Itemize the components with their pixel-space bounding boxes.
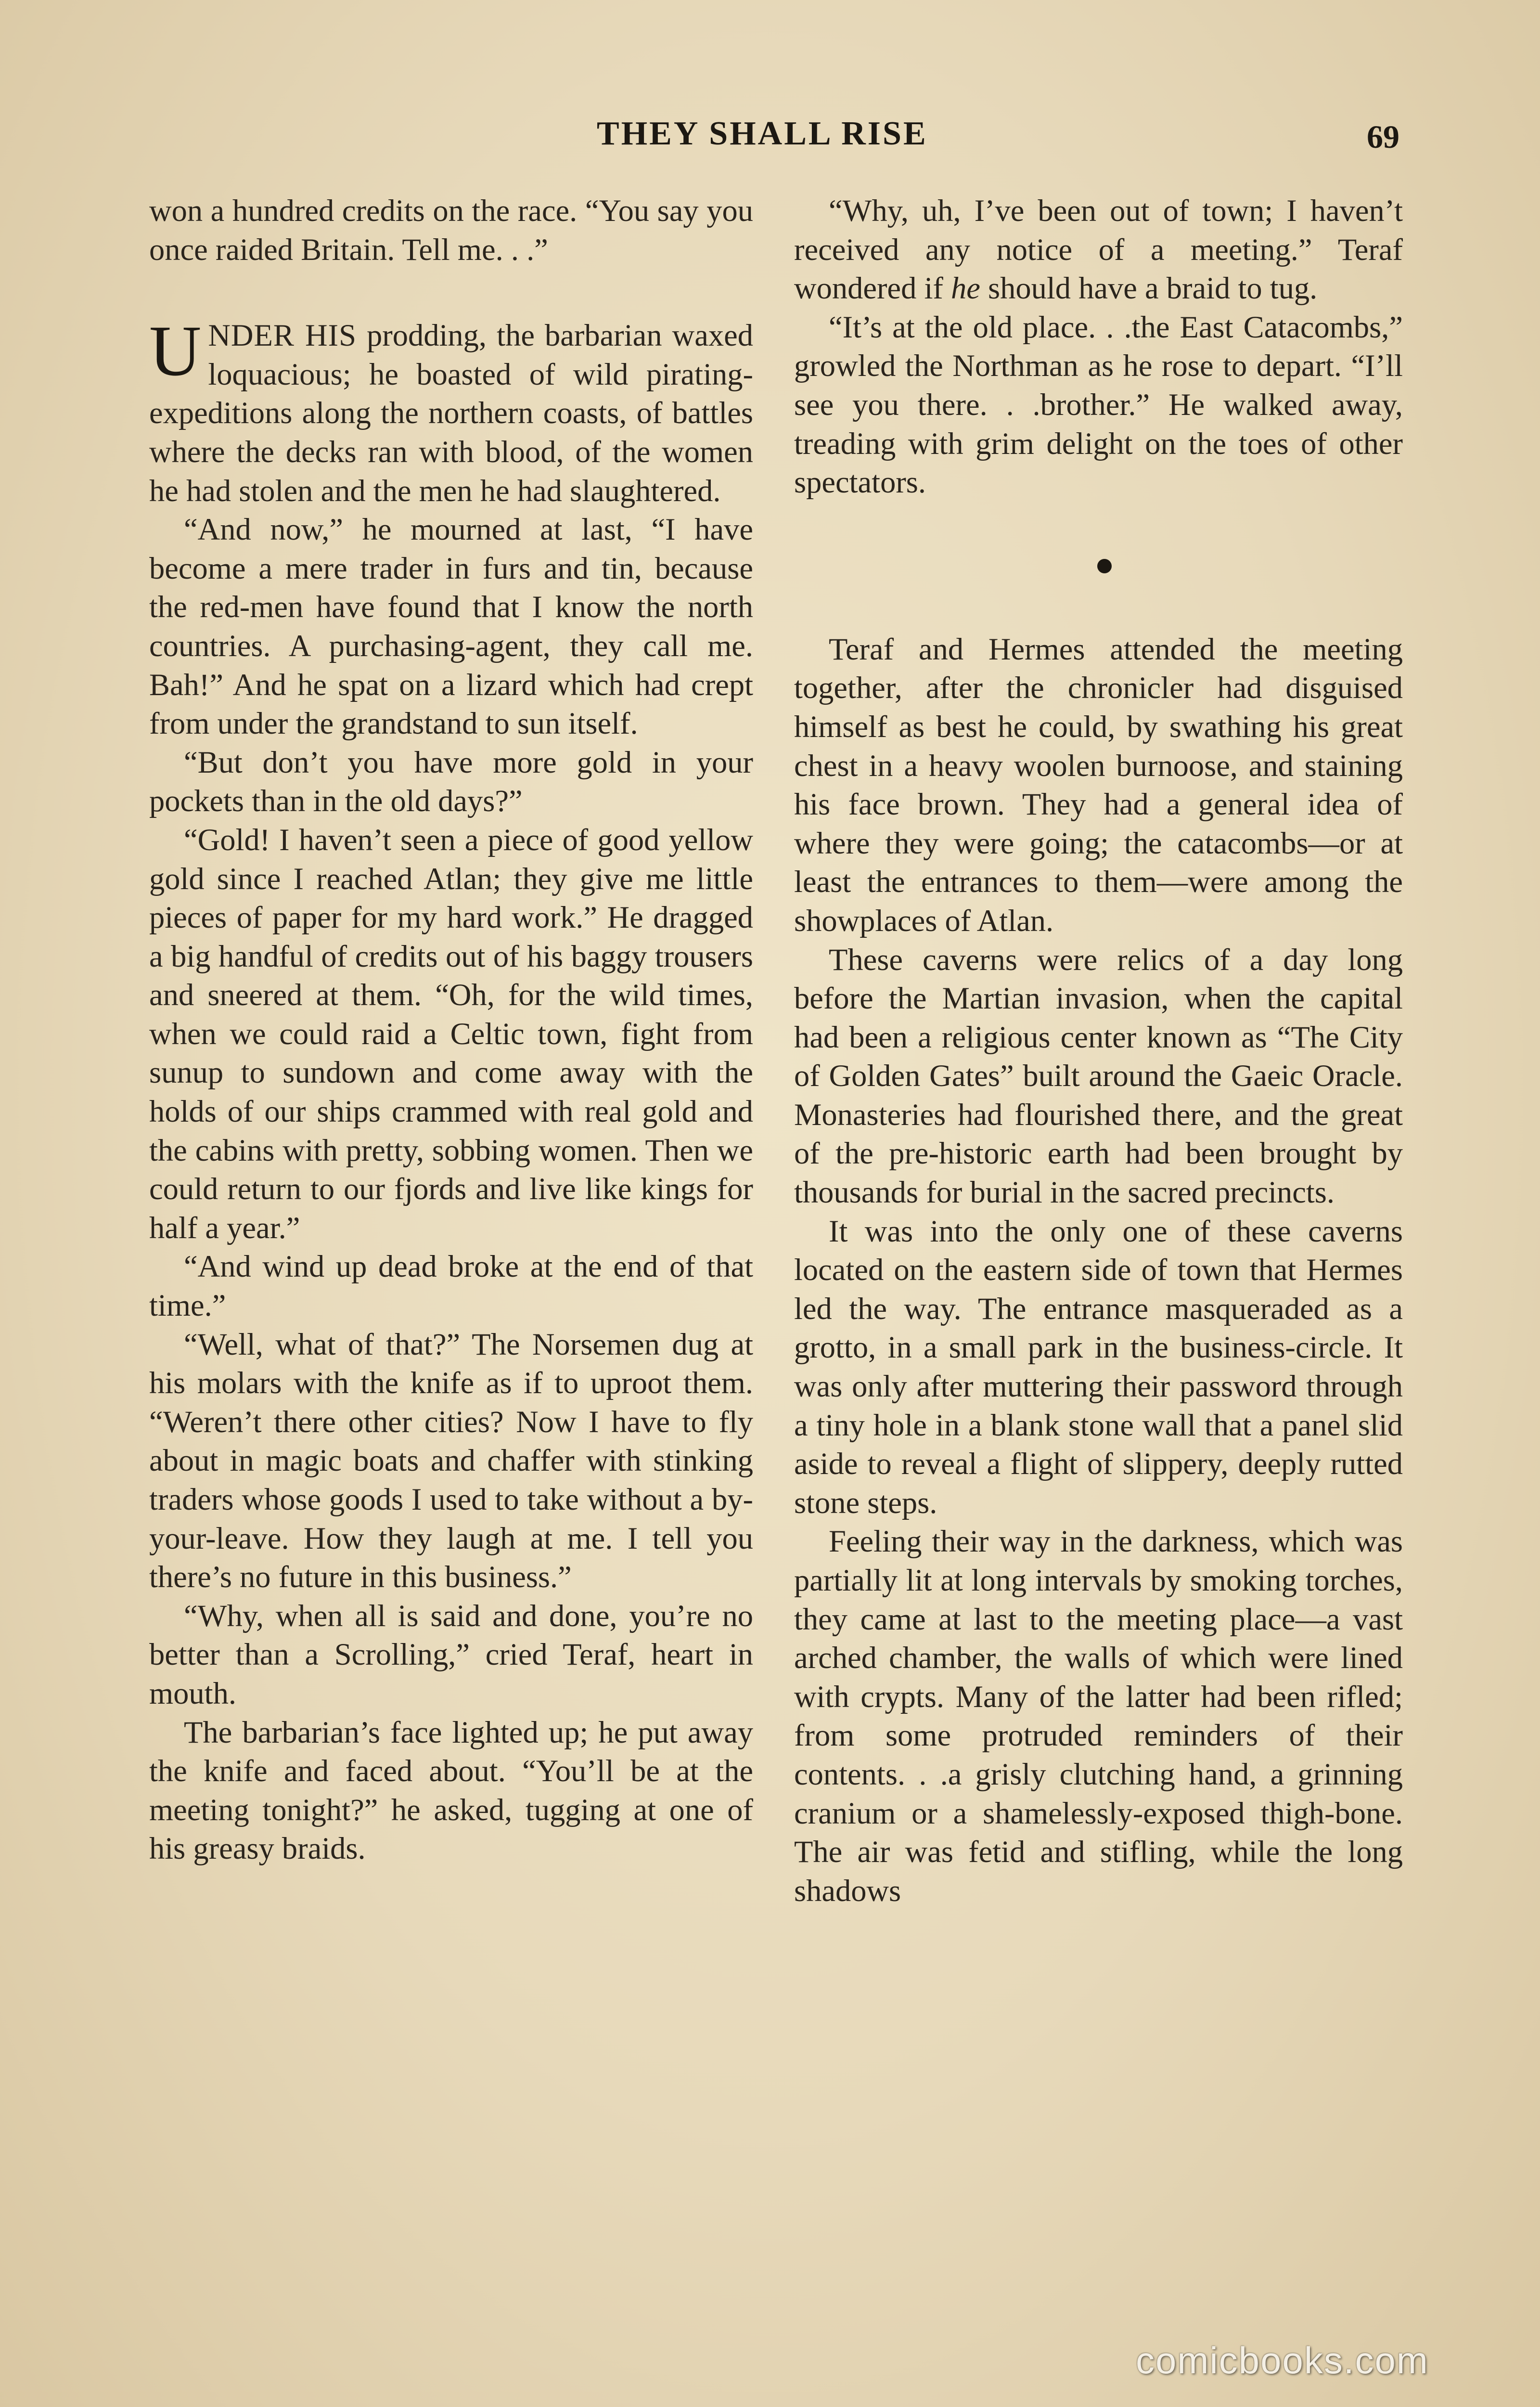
- paragraph: These caverns were relics of a day long before the Martian invasion, when the capital had been a religious center known as “The City of Golden Gates” built around the Gaeic Oracle. Monasteries had flourished there, and the great of the pre-historic earth had been brought by thousands for burial in the sacred precincts.: [794, 942, 1403, 1210]
- paragraph: Teraf and Hermes attended the meeting together, after the chronicler had disguised himself as best he could, by swathing his great chest in a heavy woolen burnoose, and staining his face brown. They had a general idea of where they were going; the catacombs—or at least the entrances to them—were among the showplaces of Atlan.: [794, 632, 1403, 938]
- section-break-dot: [1097, 559, 1112, 573]
- paragraph-text: “Why, uh, I’ve been out of town; I haven’t received any notice of a meeting.” Teraf wondered if: [794, 194, 1403, 306]
- paragraph: “But don’t you have more gold in your pockets than in the old days?”: [149, 745, 753, 818]
- italic-word: he: [950, 271, 980, 306]
- paragraph: Feeling their way in the darkness, which was partially lit at long intervals by smoking torches, they came at last to the meeting place—a vast arched chamber, the walls of which were lined with crypts. Many of the latter had been rifled; from some protruded reminders of their contents. . .a grisly clutching hand, a grinning cranium or a shamelessly-exposed thigh-bone. The air was fetid and stifling, while the long shadows: [794, 1524, 1403, 1908]
- paragraph-text: prodding, the barbarian waxed loquacious; he boasted of wild pirating-expeditions along the northern coasts, of battles where the decks ran with blood, of the women he had stolen and the men he had slaughtered.: [149, 318, 753, 508]
- paragraph: “And wind up dead broke at the end of that time.”: [149, 1249, 753, 1323]
- paragraph: won a hundred credits on the race. “You say you once raided Britain. Tell me. . .”: [149, 194, 753, 267]
- paragraph: “Gold! I haven’t seen a piece of good yellow gold since I reached Atlan; they give me little pieces of paper for my hard work.” He dragged a big handful of credits out of his baggy trousers and sneered at them. “Oh, for the wild times, when we could raid a Celtic town, fight from sunup to sundown and come away with the holds of our ships crammed with real gold and the cabins with pretty, sobbing women. Then we could return to our fjords and live like kings for half a year.”: [149, 822, 753, 1245]
- paragraph-text: should have a braid to tug.: [980, 271, 1318, 306]
- dropcap-paragraph: [149, 311, 753, 510]
- page-number: 69: [1367, 118, 1399, 155]
- paragraph: “It’s at the old place. . .the East Catacombs,” growled the Northman as he rose to depart. “I’ll see you there. . .brother.” He walked away, treading with grim delight on the toes of other spectators.: [794, 310, 1403, 500]
- watermark: comicbooks.com: [1136, 2339, 1429, 2381]
- paragraph: “And now,” he mourned at last, “I have become a mere trader in furs and tin, because the red-men have found that I know the north countries. A purchasing-agent, they call me. Bah!” And he spat on a lizard which had crept from under the grandstand to sun itself.: [149, 512, 753, 741]
- right-column: [794, 192, 1403, 1910]
- left-column: [149, 192, 753, 1868]
- paragraph: The barbarian’s face lighted up; he put away the knife and faced about. “You’ll be at the meeting tonight?” he asked, tugging at one of his greasy braids.: [149, 1715, 753, 1866]
- small-caps-lead: NDER HIS: [208, 318, 357, 353]
- paragraph: It was into the only one of these caverns located on the eastern side of town that Hermes led the way. The entrance masqueraded as a grotto, in a small park in the business-circle. It was only after muttering their password through a tiny hole in a blank stone wall that a panel slid aside to reveal a flight of slippery, deeply rutted stone steps.: [794, 1214, 1403, 1520]
- running-title: THEY SHALL RISE: [597, 115, 928, 152]
- paragraph: “Why, when all is said and done, you’re no better than a Scrolling,” cried Teraf, heart in mouth.: [149, 1598, 753, 1710]
- paragraph: [794, 192, 1403, 308]
- paragraph: “Well, what of that?” The Norsemen dug at his molars with the knife as if to uproot them. “Weren’t there other cities? Now I have to fly about in magic boats and chaffer with stinking traders whose goods I used to take without a by-your-leave. How they laugh at me. I tell you there’s no future in this business.”: [149, 1327, 753, 1594]
- drop-cap: U: [149, 311, 202, 391]
